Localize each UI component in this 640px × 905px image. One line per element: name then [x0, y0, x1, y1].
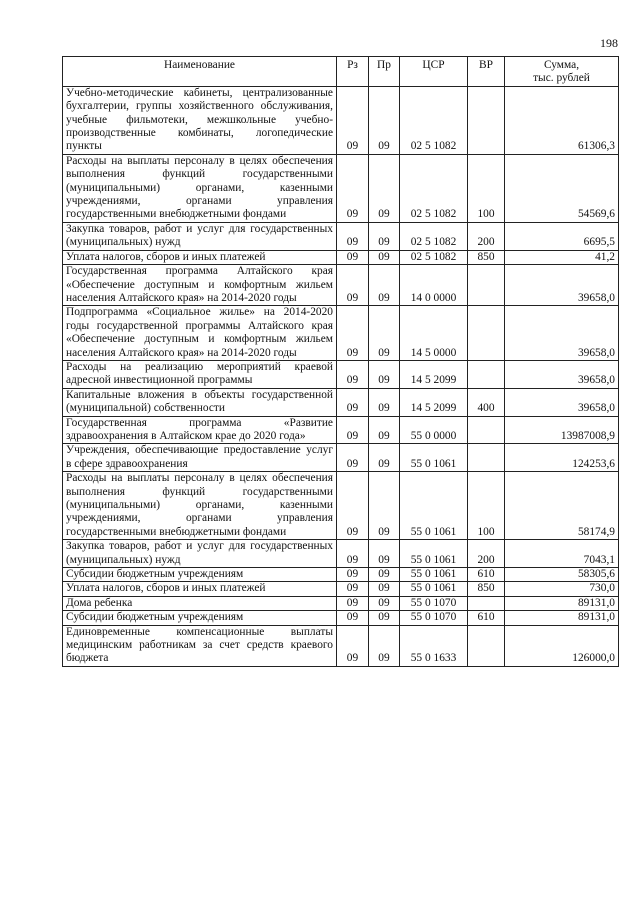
cell-vr — [468, 625, 505, 666]
table-row — [63, 265, 619, 306]
cell-rz: 09 — [337, 582, 369, 596]
cell-sum: 39658,0 — [505, 360, 619, 388]
cell-sum: 7043,1 — [505, 540, 619, 568]
cell-name: Расходы на выплаты персоналу в целях обеспечения выполнения функций государственными (муниципальными) органами, казенными учреждениями, органами управления государственными внебюджетными фондами — [63, 472, 337, 540]
cell-sum: 41,2 — [505, 250, 619, 264]
cell-vr: 850 — [468, 582, 505, 596]
cell-rz: 09 — [337, 416, 369, 444]
cell-name: Субсидии бюджетным учреждениям — [63, 568, 337, 582]
table-body — [63, 86, 619, 666]
cell-csr: 55 0 1070 — [400, 596, 468, 610]
header-sum-line2: тыс. рублей — [533, 72, 590, 85]
cell-name: Подпрограмма «Социальное жилье» на 2014-2020 годы государственной программы Алтайского края «Обеспечение доступным и комфортным жильем населения Алтайского края» на 2014-2020 годы — [63, 306, 337, 361]
cell-sum: 730,0 — [505, 582, 619, 596]
header-csr: ЦСР — [400, 57, 468, 87]
cell-rz: 09 — [337, 540, 369, 568]
cell-csr: 02 5 1082 — [400, 250, 468, 264]
header-sum — [505, 57, 619, 87]
cell-sum: 13987008,9 — [505, 416, 619, 444]
cell-rz: 09 — [337, 250, 369, 264]
cell-csr: 55 0 1061 — [400, 540, 468, 568]
header-rz: Рз — [337, 57, 369, 87]
cell-pr: 09 — [369, 540, 400, 568]
cell-csr: 14 5 2099 — [400, 360, 468, 388]
cell-name: Учреждения, обеспечивающие предоставление услуг в сфере здравоохранения — [63, 444, 337, 472]
cell-sum: 58305,6 — [505, 568, 619, 582]
cell-vr: 610 — [468, 568, 505, 582]
cell-name: Закупка товаров, работ и услуг для государственных (муниципальных) нужд — [63, 222, 337, 250]
cell-csr: 55 0 0000 — [400, 416, 468, 444]
cell-vr — [468, 596, 505, 610]
cell-vr — [468, 265, 505, 306]
cell-vr — [468, 360, 505, 388]
cell-sum: 89131,0 — [505, 611, 619, 625]
header-sum-line1: Сумма, — [543, 59, 580, 71]
cell-pr: 09 — [369, 154, 400, 222]
table-row — [63, 444, 619, 472]
cell-csr: 02 5 1082 — [400, 86, 468, 154]
cell-sum: 6695,5 — [505, 222, 619, 250]
cell-name: Капитальные вложения в объекты государственной (муниципальной) собственности — [63, 388, 337, 416]
cell-name: Дома ребенка — [63, 596, 337, 610]
table-row — [63, 582, 619, 596]
cell-csr: 14 0 0000 — [400, 265, 468, 306]
cell-pr: 09 — [369, 596, 400, 610]
cell-name: Субсидии бюджетным учреждениям — [63, 611, 337, 625]
table-header — [63, 57, 619, 87]
cell-csr: 55 0 1061 — [400, 568, 468, 582]
cell-csr: 14 5 0000 — [400, 306, 468, 361]
cell-sum: 39658,0 — [505, 388, 619, 416]
cell-rz: 09 — [337, 222, 369, 250]
cell-pr: 09 — [369, 472, 400, 540]
cell-sum: 39658,0 — [505, 265, 619, 306]
table-row — [63, 540, 619, 568]
cell-rz: 09 — [337, 444, 369, 472]
cell-pr: 09 — [369, 582, 400, 596]
cell-vr: 200 — [468, 540, 505, 568]
table-row — [63, 596, 619, 610]
cell-rz: 09 — [337, 568, 369, 582]
cell-rz: 09 — [337, 86, 369, 154]
cell-name: Учебно-методические кабинеты, централизованные бухгалтерии, группы хозяйственного обслуживания, учебные фильмотеки, межшкольные учебно-производственные комбинаты, логопедические пункты — [63, 86, 337, 154]
table-row — [63, 388, 619, 416]
cell-name: Закупка товаров, работ и услуг для государственных (муниципальных) нужд — [63, 540, 337, 568]
cell-sum: 124253,6 — [505, 444, 619, 472]
header-vr: ВР — [468, 57, 505, 87]
budget-table — [62, 56, 619, 667]
cell-rz: 09 — [337, 360, 369, 388]
table-row — [63, 625, 619, 666]
cell-rz: 09 — [337, 306, 369, 361]
table-row — [63, 360, 619, 388]
cell-sum: 58174,9 — [505, 472, 619, 540]
table-row — [63, 306, 619, 361]
cell-vr: 610 — [468, 611, 505, 625]
cell-csr: 55 0 1061 — [400, 472, 468, 540]
table-row — [63, 154, 619, 222]
cell-pr: 09 — [369, 265, 400, 306]
cell-pr: 09 — [369, 444, 400, 472]
cell-rz: 09 — [337, 265, 369, 306]
cell-name: Государственная программа «Развитие здравоохранения в Алтайском крае до 2020 года» — [63, 416, 337, 444]
cell-pr: 09 — [369, 388, 400, 416]
cell-name: Единовременные компенсационные выплаты медицинским работникам за счет средств краевого бюджета — [63, 625, 337, 666]
table-row — [63, 86, 619, 154]
header-row — [63, 57, 619, 87]
cell-rz: 09 — [337, 611, 369, 625]
cell-rz: 09 — [337, 388, 369, 416]
cell-pr: 09 — [369, 416, 400, 444]
table-row — [63, 611, 619, 625]
cell-csr: 55 0 1061 — [400, 582, 468, 596]
cell-csr: 55 0 1061 — [400, 444, 468, 472]
cell-csr: 14 5 2099 — [400, 388, 468, 416]
cell-pr: 09 — [369, 360, 400, 388]
table-row — [63, 250, 619, 264]
cell-sum: 61306,3 — [505, 86, 619, 154]
cell-rz: 09 — [337, 625, 369, 666]
cell-vr — [468, 306, 505, 361]
table-row — [63, 416, 619, 444]
cell-csr: 02 5 1082 — [400, 222, 468, 250]
cell-name: Уплата налогов, сборов и иных платежей — [63, 582, 337, 596]
header-name: Наименование — [63, 57, 337, 87]
cell-name: Государственная программа Алтайского края «Обеспечение доступным и комфортным жильем населения Алтайского края» на 2014-2020 годы — [63, 265, 337, 306]
cell-rz: 09 — [337, 154, 369, 222]
cell-vr: 850 — [468, 250, 505, 264]
cell-csr: 02 5 1082 — [400, 154, 468, 222]
cell-csr: 55 0 1633 — [400, 625, 468, 666]
cell-vr — [468, 444, 505, 472]
page-number: 198 — [600, 36, 618, 50]
cell-rz: 09 — [337, 596, 369, 610]
header-pr: Пр — [369, 57, 400, 87]
cell-pr: 09 — [369, 222, 400, 250]
cell-vr: 400 — [468, 388, 505, 416]
table-row — [63, 222, 619, 250]
cell-vr — [468, 86, 505, 154]
cell-pr: 09 — [369, 306, 400, 361]
table-row — [63, 472, 619, 540]
cell-pr: 09 — [369, 86, 400, 154]
cell-sum: 126000,0 — [505, 625, 619, 666]
cell-vr: 100 — [468, 154, 505, 222]
cell-sum: 39658,0 — [505, 306, 619, 361]
cell-vr — [468, 416, 505, 444]
cell-sum: 89131,0 — [505, 596, 619, 610]
cell-vr: 200 — [468, 222, 505, 250]
cell-name: Расходы на выплаты персоналу в целях обеспечения выполнения функций государственными (муниципальными) органами, казенными учреждениями, органами управления государственными внебюджетными фондами — [63, 154, 337, 222]
cell-pr: 09 — [369, 250, 400, 264]
cell-pr: 09 — [369, 568, 400, 582]
cell-sum: 54569,6 — [505, 154, 619, 222]
cell-pr: 09 — [369, 611, 400, 625]
cell-vr: 100 — [468, 472, 505, 540]
cell-csr: 55 0 1070 — [400, 611, 468, 625]
cell-name: Расходы на реализацию мероприятий краевой адресной инвестиционной программы — [63, 360, 337, 388]
cell-name: Уплата налогов, сборов и иных платежей — [63, 250, 337, 264]
cell-pr: 09 — [369, 625, 400, 666]
table-row — [63, 568, 619, 582]
cell-rz: 09 — [337, 472, 369, 540]
